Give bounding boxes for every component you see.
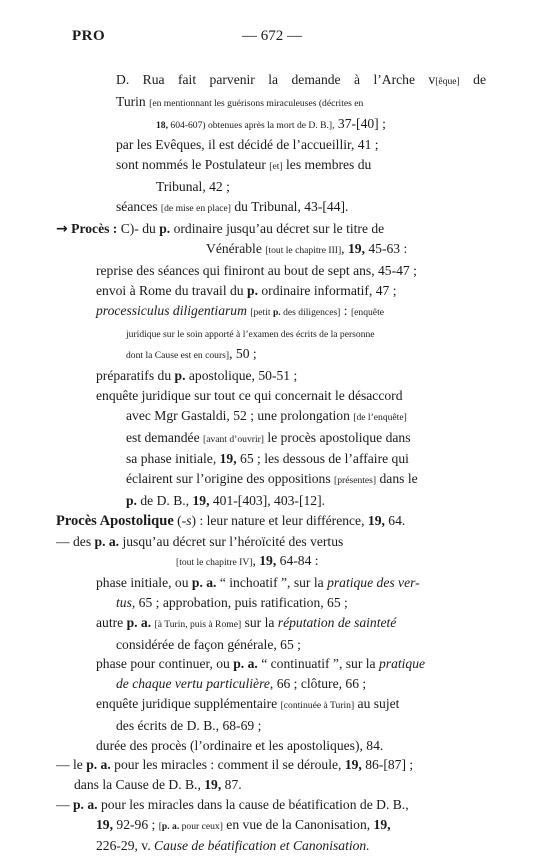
index-line: — le p. a. pour les miracles : comment il se déroule, 19, 86-[87] ; — [56, 757, 414, 773]
index-line: de chaque vertu particulière, 66 ; clôture, 66 ; — [116, 676, 367, 692]
index-line: phase pour continuer, ou p. a. “ continuatif ”, sur la pratique — [96, 656, 426, 672]
index-line: éclairent sur l’origine des oppositions [présentes] dans le — [126, 471, 418, 487]
index-entries — [56, 70, 486, 856]
index-line: enquête juridique supplémentaire [continuée à Turin] au sujet — [96, 695, 400, 711]
page-header — [72, 28, 472, 48]
index-line: dont la Cause est en cours], 50 ; — [126, 346, 257, 362]
index-line: juridique sur le soin apporté à l’examen des écrits de la personne — [126, 328, 375, 340]
index-line: considérée de façon générale, 65 ; — [116, 636, 301, 652]
page-number: — 672 — — [242, 28, 302, 44]
index-line: par les Evêques, il est décidé de l’accueillir, 41 ; — [116, 137, 379, 153]
index-line: Tribunal, 42 ; — [156, 178, 230, 194]
index-line: dans la Cause de D. B., 19, 87. — [74, 777, 242, 793]
index-line: D. Rua fait parvenir la demande à l’Arche v[êque] de — [116, 72, 487, 87]
index-line: tus, 65 ; approbation, puis ratification, 65 ; — [116, 594, 348, 610]
index-line: [tout le chapitre IV], 19, 64-84 : — [176, 553, 319, 569]
index-line: séances [de mise en place] du Tribunal, 43-[44]. — [116, 198, 349, 214]
index-line: 19, 92-96 ; [p. a. pour ceux] en vue de la Canonisation, 19, — [96, 816, 391, 832]
index-line: 226-29, v. Cause de béatification et Canonisation. — [96, 838, 370, 854]
index-line: Turin [en mentionnant les guérisons miraculeuses (décrites en — [116, 93, 364, 109]
index-line: Vénérable [tout le chapitre III], 19, 45-63 : — [206, 241, 408, 257]
index-line: reprise des séances qui finiront au bout de sept ans, 45-47 ; — [96, 263, 417, 279]
index-line: durée des procès (l’ordinaire et les apostoliques), 84. — [96, 737, 384, 753]
index-line: → Procès : C)- du p. ordinaire jusqu’au décret sur le titre de — [56, 220, 385, 237]
running-head: PRO — [72, 28, 106, 44]
index-line: autre p. a. [à Turin, puis à Rome] sur la réputation de sainteté — [96, 614, 397, 630]
index-line: sa phase initiale, 19, 65 ; les dessous de l’affaire qui — [126, 451, 409, 467]
index-line: enquête juridique sur tout ce qui concernait le désaccord — [96, 387, 403, 403]
index-line: p. de D. B., 19, 401-[403], 403-[12]. — [126, 492, 326, 508]
index-line: — des p. a. jusqu’au décret sur l’héroïcité des vertus — [56, 533, 344, 549]
index-line: 18, 604-607) obtenues après la mort de D. B.], 37-[40] ; — [156, 115, 386, 131]
index-line: avec Mgr Gastaldi, 52 ; une prolongation [de l’enquête] — [126, 407, 407, 423]
index-line: Procès Apostolique (-s) : leur nature et leur différence, 19, 64. — [56, 512, 406, 529]
index-line: des écrits de D. B., 68-69 ; — [116, 717, 262, 733]
index-line: préparatifs du p. apostolique, 50-51 ; — [96, 368, 298, 384]
index-line: envoi à Rome du travail du p. ordinaire informatif, 47 ; — [96, 282, 397, 298]
index-line: sont nommés le Postulateur [et] les membres du — [116, 157, 372, 173]
index-line: est demandée [avant d’ouvrir] le procès apostolique dans — [126, 429, 411, 445]
index-line: phase initiale, ou p. a. “ inchoatif ”, sur la pratique des ver- — [96, 575, 420, 591]
index-line: — p. a. pour les miracles dans la cause de béatification de D. B., — [56, 796, 409, 812]
index-line: processiculus diligentiarum [petit p. des diligences] : [enquête — [96, 302, 384, 318]
